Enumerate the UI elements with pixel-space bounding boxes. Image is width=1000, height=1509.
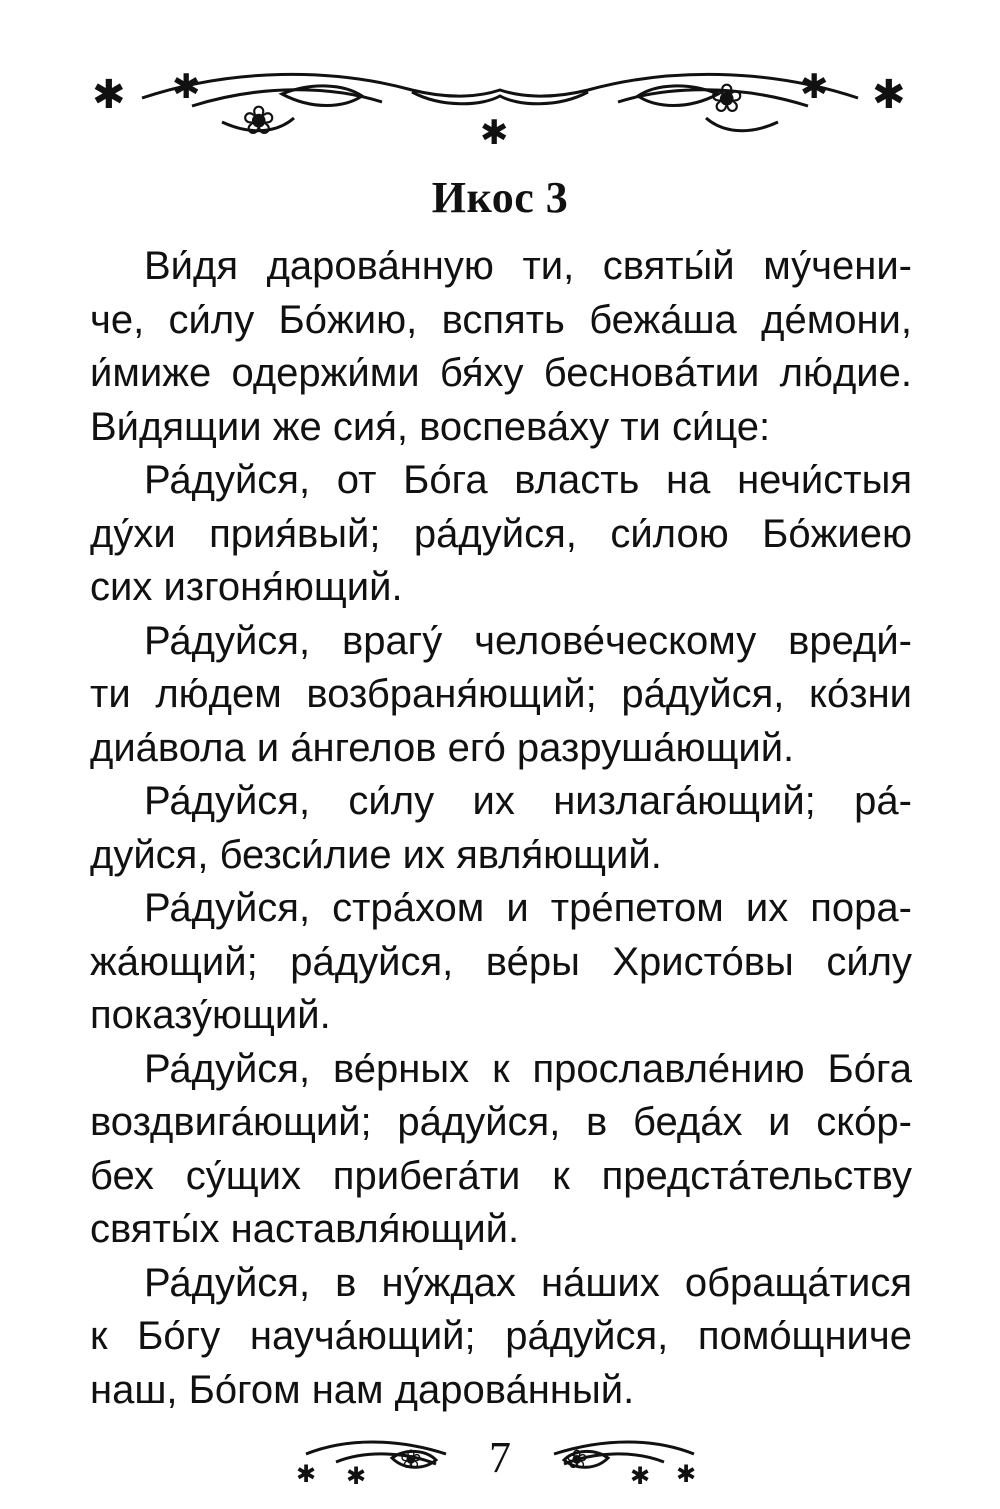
text-line: дуйся, безси́лие их явля́ющий. [90,832,662,877]
svg-text:✱: ✱ [872,72,906,118]
svg-text:✱: ✱ [346,1462,367,1488]
text-line: к Бо́гу науча́ющий; ра́дуйся, помо́щниче [90,1314,912,1358]
floral-footer-ornament-left [296,1432,458,1488]
text-line: Ра́дуйся, от Бо́га власть на нечи́стыя [144,458,912,502]
paragraph [90,1257,912,1418]
text-line: Ра́дуйся, ве́рных к прославле́нию Бо́га [144,1046,912,1091]
text-line: ти лю́дем возбраня́ющий; ра́дуйся, ко́зни [90,672,912,716]
paragraph [90,615,912,776]
text-line: жа́ющий; ра́дуйся, ве́ры Христо́вы си́лу [90,939,912,984]
text-line: ду́хи прия́вый; ра́дуйся, си́лою Бо́жиею [90,511,912,556]
floral-header-ornament [82,62,918,152]
paragraph [90,240,912,454]
paragraph [90,1043,912,1257]
svg-text:❀: ❀ [400,1445,422,1475]
svg-text:✱: ✱ [676,1460,697,1488]
text-line: Ра́дуйся, врагу́ челове́ческому вреди́- [144,618,912,663]
paragraph [90,775,912,882]
text-line: Ра́дуйся, си́лу их низлага́ющий; ра́- [144,779,912,823]
text-line: Ра́дуйся, в ну́ждах на́ших обраща́тися [144,1260,912,1305]
svg-text:✱: ✱ [480,113,509,152]
svg-text:❀: ❀ [242,98,276,144]
text-line: бех су́щих прибега́ти к предста́тельству [90,1153,912,1198]
text-line: наш, Бо́гом нам дарова́нный. [90,1367,635,1412]
text-line: показу́ющий. [90,993,331,1037]
page-title: Икос 3 [431,173,569,222]
svg-text:✱: ✱ [296,1460,317,1488]
akathist-body [90,240,912,1417]
text-line: и́миже одержи́ми бя́ху бесновáтии лю́дие. [90,351,912,395]
text-line: святы́х наставля́ющий. [90,1207,520,1251]
svg-text:❀: ❀ [566,1445,588,1475]
svg-text:❀: ❀ [710,76,744,122]
paragraph [90,454,912,615]
page-footer [0,1430,1000,1490]
text-line: Ви́дя дарова́нную ти, святы́й му́чени- [144,244,912,288]
svg-text:✱: ✱ [172,67,201,107]
text-line: воздвига́ющий; ра́дуйся, в беда́х и ско́р- [90,1100,912,1144]
text-line: Ра́дуйся, стра́хом и тре́петом их пора- [144,886,912,930]
floral-footer-ornament-right [542,1432,704,1488]
svg-text:✱: ✱ [630,1462,651,1488]
paragraph [90,882,912,1043]
svg-text:✱: ✱ [800,67,829,107]
text-line: Ви́дящии же сия́, воспева́ху ти си́це: [90,404,771,449]
svg-text:✱: ✱ [92,72,126,118]
text-line: че, си́лу Бо́жию, вспять бежа́ша де́мони, [90,297,912,342]
text-line: диа́вола и а́нгелов его́ разруша́ющий. [90,725,795,770]
text-line: сих изгоня́ющий. [90,565,403,609]
page-number: 7 [489,1433,511,1482]
